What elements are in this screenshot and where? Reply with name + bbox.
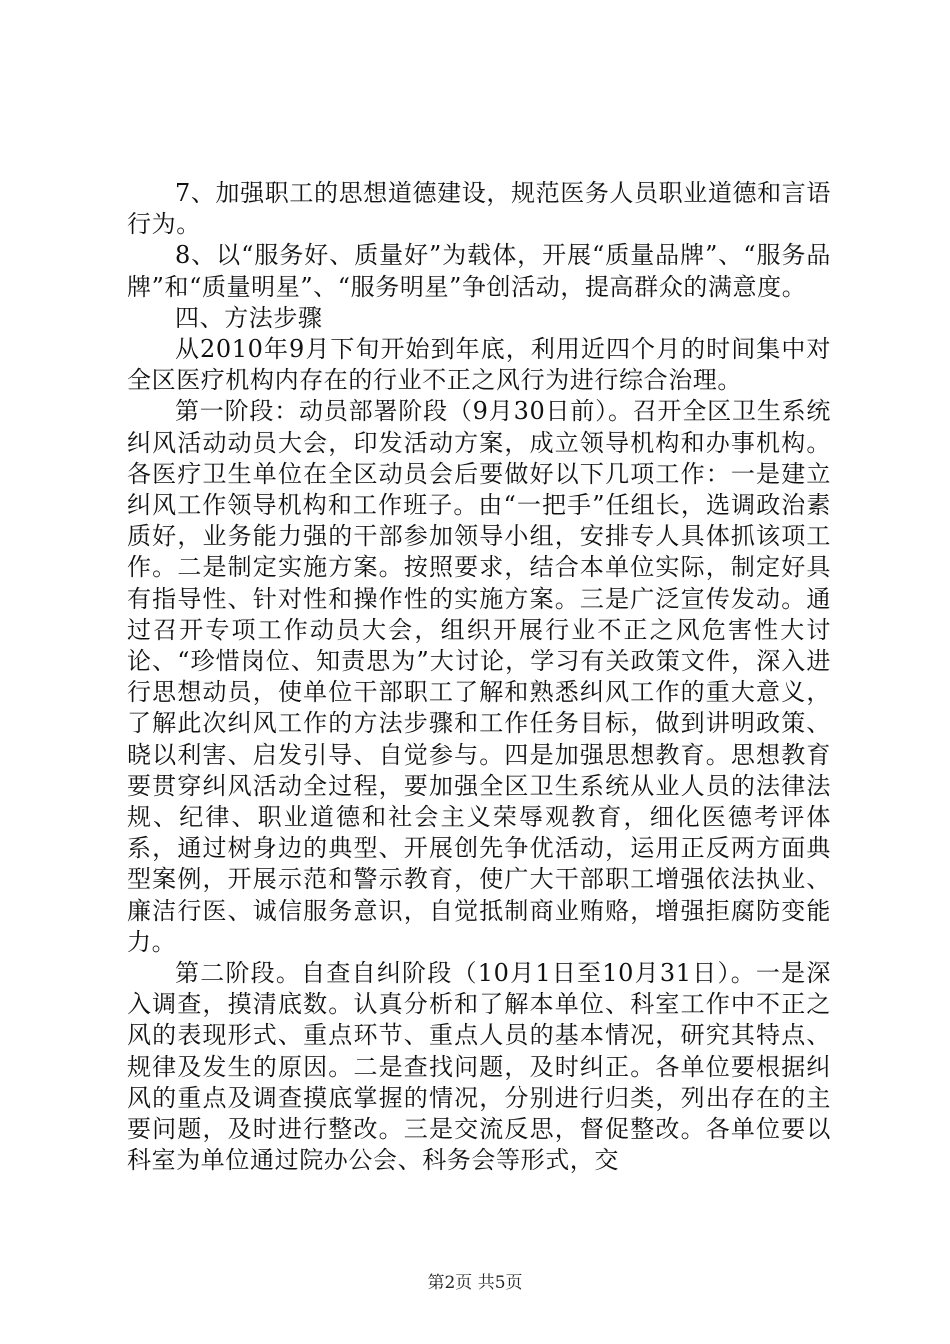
paragraph-phase-two: 第二阶段。自查自纠阶段（10月1日至10月31日）。一是深入调查，摸清底数。认真分析和了解本单位、科室工作中不正之风的表现形式、重点环节、重点人员的基本情况，研究其特点、规律及发生的原因。二是查找问题，及时纠正。各单位要根据纠风的重点及调查摸底掌握的情况，分别进行归类，列出存在的主要问题，及时进行整改。三是交流反思，督促整改。各单位要以科室为单位通过院办公会、科务会等形式，交 (127, 959, 831, 1175)
paragraph-item-7: 7、加强职工的思想道德建设，规范医务人员职业道德和言语行为。 (127, 179, 831, 239)
paragraph-timeline: 从2010年9月下旬开始到年底，利用近四个月的时间集中对全区医疗机构内存在的行业不正之风行为进行综合治理。 (127, 335, 831, 395)
page-number: 第2页 共5页 (427, 1273, 523, 1293)
paragraph-item-8: 8、以“服务好、质量好”为载体，开展“质量品牌”、“服务品牌”和“质量明星”、“服务明星”争创活动，提高群众的满意度。 (127, 241, 831, 301)
document-body (127, 178, 831, 1177)
page-footer (0, 1272, 950, 1294)
section-heading-methods: 四、方法步骤 (175, 303, 323, 332)
paragraph-phase-one: 第一阶段：动员部署阶段（9月30日前）。召开全区卫生系统纠风活动动员大会，印发活动方案，成立领导机构和办事机构。各医疗卫生单位在全区动员会后要做好以下几项工作：一是建立纠风工作领导机构和工作班子。由“一把手”任组长，选调政治素质好，业务能力强的干部参加领导小组，安排专人具体抓该项工作。二是制定实施方案。按照要求，结合本单位实际，制定好具有指导性、针对性和操作性的实施方案。三是广泛宣传发动。通过召开专项工作动员大会，组织开展行业不正之风危害性大讨论、“珍惜岗位、知责思为”大讨论，学习有关政策文件，深入进行思想动员，使单位干部职工了解和熟悉纠风工作的重大意义，了解此次纠风工作的方法步骤和工作任务目标，做到讲明政策、晓以利害、启发引导、自觉参与。四是加强思想教育。思想教育要贯穿纠风活动全过程，要加强全区卫生系统从业人员的法律法规、纪律、职业道德和社会主义荣辱观教育，细化医德考评体系，通过树身边的典型、开展创先争优活动，运用正反两方面典型案例，开展示范和警示教育，使广大干部职工增强依法执业、廉洁行医、诚信服务意识，自觉抵制商业贿赂，增强拒腐防变能力。 (127, 397, 831, 956)
